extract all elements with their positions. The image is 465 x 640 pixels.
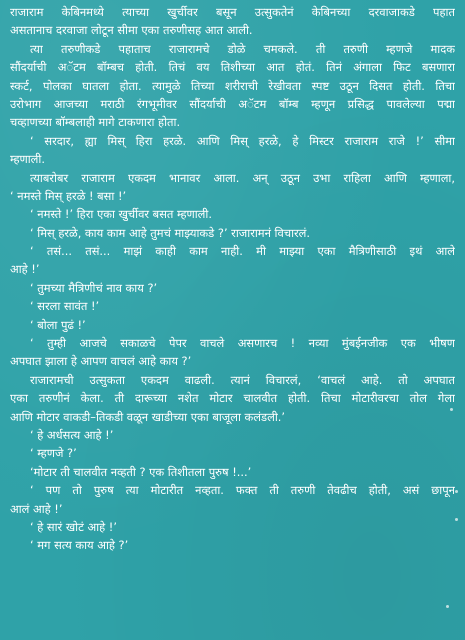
text-line: ‘ हे सारं खोटं आहे !’ [30,519,117,534]
paper-speck [450,408,453,411]
text-line: ‘ तुमच्या मैत्रिणीचं नाव काय ?’ [30,280,158,295]
text-line: ‘ मग सत्य काय आहे ?’ [30,538,129,553]
paper-speck [455,490,458,493]
text-line: ‘ तुम्ही आजचे सकाळचे पेपर वाचले असणारच ! नव्या मुंबईनजीक एक भीषण [30,336,455,351]
paper-speck [446,605,449,608]
text-line: ‘ नमस्ते मिस् हरळे ! बसा !’ [10,188,127,203]
text-line: त्या तरुणीकडे पहाताच राजारामचे डोळे चमकले. ती तरुणी म्हणजे मादक [30,41,455,56]
text-line: ‘ नमस्ते !’ हिरा एका खुर्चीवर बसत म्हणाली. [30,207,212,222]
text-line: स्कर्ट, पोलका घातला होता. त्यामुळे तिच्या शरीराची रेखीवता स्पष्ट उठून दिसत होती. तिचा [10,78,455,93]
text-line: ‘ म्हणजे ?’ [30,446,77,461]
text-line: ‘ सरला सावंत !’ [30,299,100,314]
text-line: ‘ हे अर्धसत्य आहे !’ [30,427,114,442]
text-line: चव्हाणच्या बॉम्बलाही मागे टाकणारा होता. [10,115,181,130]
text-line: ‘ पण तो पुरुष त्या मोटारीत नव्हता. फक्त ती तरुणी तेवढीच होती, असं छापून [30,483,455,498]
text-line: आहे !’ [10,262,40,277]
text-line: ‘ तसं... तसं... माझं काही काम नाही. मी माझ्या एका मैत्रिणीसाठी इथं आले [30,244,455,259]
paper-speck [455,518,458,521]
page-text [10,3,455,555]
text-line: आणि मोटार वाकडी–तिकडी वळून खाडीच्या एका बाजूला कलंडली.’ [10,409,286,424]
text-line: ‘ बोला पुढं !’ [30,317,86,332]
text-line: उरोभाग आजच्या मराठी रंगभूमीवर सौंदर्याची अॅटम बॉम्ब म्हणून प्रसिद्ध पावलेल्या पद्मा [10,96,455,111]
text-line: राजाराम केबिनमध्ये त्याच्या खुर्चीवर बसून उत्सुकतेनं केबिनच्या दरवाजाकडे पहात [10,5,455,19]
text-line: त्याबरोबर राजाराम एकदम भानावर आला. अन् उठून उभा राहिला आणि म्हणाला, [30,170,455,185]
text-line: म्हणाली. [10,152,45,167]
text-line: राजारामची उत्सुकता एकदम वाढली. त्यानं विचारलं, ‘वाचलं आहे. तो अपघात [30,372,455,387]
text-line: असतानाच दरवाजा लोटून सीमा एका तरुणीसह आत आली. [10,23,253,38]
text-line: एका तरुणीनं केला. ती दारूच्या नशेत मोटार चालवीत होती. तिचा मोटारीवरचा तोल गेला [10,391,455,406]
text-line: ‘मोटार ती चालवीत नव्हती ? एक तिशीतला पुरुष !...’ [30,464,252,479]
text-line: सौंदर्याची अॅटम बॉम्बच होती. तिचं वय तिशीच्या आत होतं. तिनं अंगाला फिट बसणारा [10,60,455,75]
text-line: अपघात झाला हे आपण वाचलं आहे काय ?’ [10,354,192,369]
text-line: ‘ सरदार, ह्या मिस् हिरा हरळे. आणि मिस् हरळे, हे मिस्टर राजाराम राजे !’ सीमा [30,133,455,148]
text-line: ‘ मिस् हरळे, काय काम आहे तुमचं माझ्याकडे ?’ राजारामनं विचारलं. [30,225,311,240]
text-line: आलं आहे !’ [10,501,63,516]
